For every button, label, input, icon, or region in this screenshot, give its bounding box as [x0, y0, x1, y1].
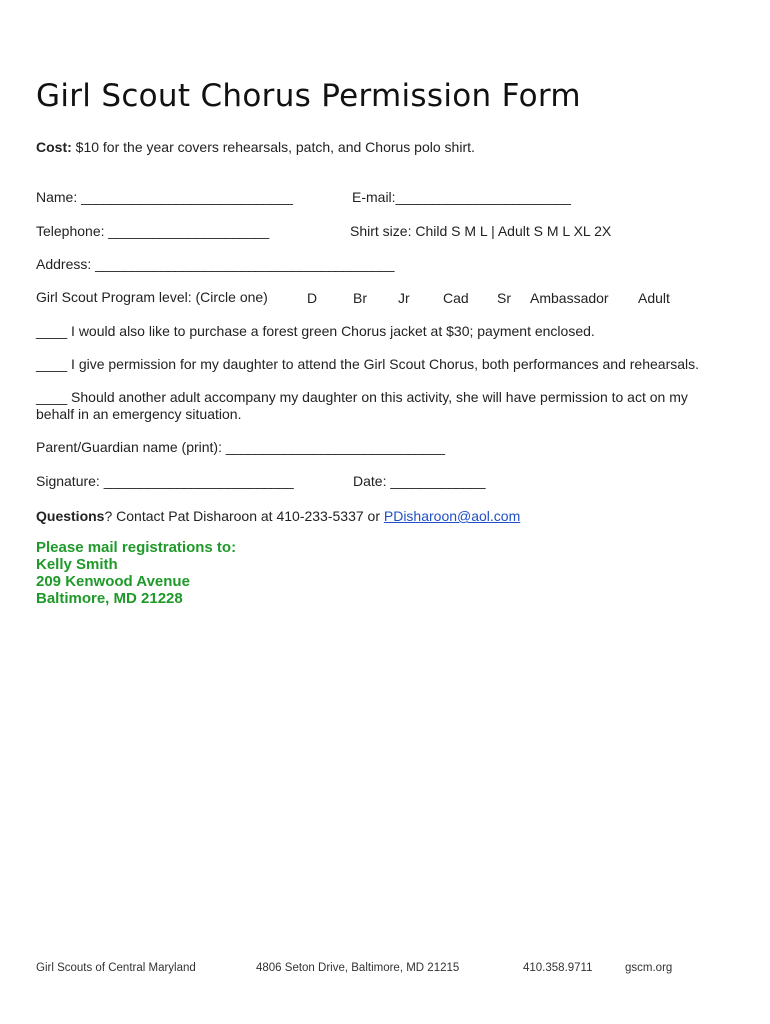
signature-label: Signature: — [36, 473, 104, 489]
level-option-br[interactable]: Br — [353, 290, 367, 306]
mailing-address — [36, 539, 236, 607]
footer-address: 4806 Seton Drive, Baltimore, MD 21215 — [256, 962, 460, 974]
guardian-field[interactable] — [36, 439, 444, 456]
cost-text: $10 for the year covers rehearsals, patch, and Chorus polo shirt. — [71, 139, 475, 155]
footer-phone: 410.358.9711 — [523, 962, 593, 974]
date-blank[interactable]: _____________ — [390, 473, 486, 489]
guardian-label: Parent/Guardian name (print): — [36, 439, 226, 455]
program-level-label: Girl Scout Program level: (Circle one) — [36, 289, 268, 305]
level-option-cad[interactable]: Cad — [443, 290, 469, 306]
guardian-blank[interactable]: ______________________________ — [225, 439, 445, 455]
page-title: Girl Scout Chorus Permission Form — [36, 78, 581, 114]
address-label: Address: — [36, 256, 96, 272]
signature-field[interactable] — [36, 473, 293, 490]
footer-org: Girl Scouts of Central Maryland — [36, 962, 196, 974]
telephone-blank[interactable]: ______________________ — [108, 223, 269, 239]
adult-checkbox-line[interactable]: ____ Should another adult accompany my daughter on this activity, she will have permission to act on my behalf in an emergency situation. — [36, 389, 688, 422]
level-option-d[interactable]: D — [307, 290, 318, 306]
mailing-street: 209 Kenwood Avenue — [36, 573, 190, 590]
address-field[interactable] — [36, 256, 394, 273]
questions-line — [36, 508, 520, 525]
level-option-ambassador[interactable]: Ambassador — [530, 290, 609, 306]
telephone-field[interactable] — [36, 223, 269, 240]
address-blank[interactable]: _________________________________________ — [95, 256, 394, 272]
level-option-sr[interactable]: Sr — [497, 290, 511, 306]
cost-line — [36, 139, 475, 156]
name-blank[interactable]: _____________________________ — [81, 189, 293, 205]
email-field[interactable] — [352, 189, 570, 206]
questions-label: Questions — [36, 508, 105, 524]
questions-text: ? Contact Pat Disharoon at 410-233-5337 or — [104, 508, 384, 524]
date-label: Date: — [353, 473, 391, 489]
name-label: Name: — [36, 189, 82, 205]
date-field[interactable] — [353, 473, 485, 490]
jacket-checkbox-line[interactable]: ____ I would also like to purchase a forest green Chorus jacket at $30; payment enclosed. — [36, 323, 595, 339]
email-label: E-mail: — [352, 189, 396, 205]
contact-email-link[interactable]: PDisharoon@aol.com — [383, 508, 521, 524]
email-blank[interactable]: ________________________ — [395, 189, 571, 205]
mailing-heading: Please mail registrations to: — [36, 539, 237, 556]
shirt-size: Shirt size: Child S M L | Adult S M L XL 2X — [350, 223, 612, 239]
name-field[interactable] — [36, 189, 292, 206]
mailing-city: Baltimore, MD 21228 — [36, 590, 183, 607]
telephone-label: Telephone: — [36, 223, 109, 239]
level-option-jr[interactable]: Jr — [398, 290, 410, 306]
permission-checkbox-line[interactable]: ____ I give permission for my daughter to attend the Girl Scout Chorus, both performances and rehearsals. — [36, 356, 700, 372]
mailing-name: Kelly Smith — [36, 556, 118, 573]
signature-blank[interactable]: __________________________ — [103, 473, 294, 489]
cost-label: Cost: — [36, 139, 72, 155]
footer-website[interactable]: gscm.org — [625, 962, 673, 974]
level-option-adult[interactable]: Adult — [638, 290, 670, 306]
